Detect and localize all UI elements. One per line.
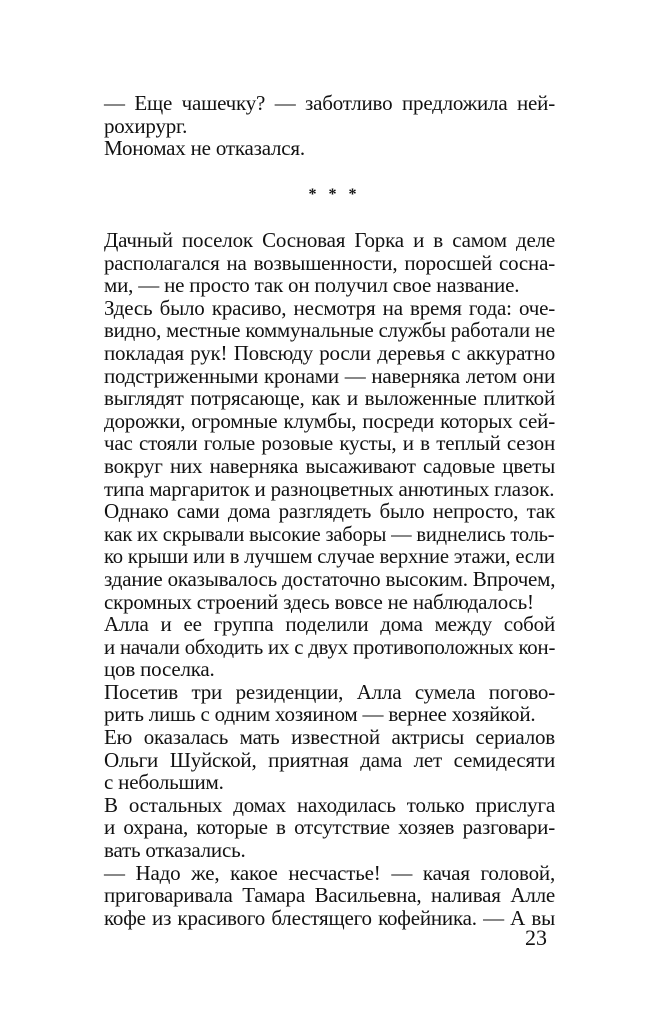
text-line: скромных строений здесь вовсе не наблюдалось! [104,589,534,614]
text-line: — Еще чашечку? — заботливо предложила ней- [104,91,555,115]
text-line: покладая рук! Повсюду росли деревья с аккуратно [104,340,555,365]
text-line: Однако сами дома разглядеть было непросто, так [104,499,555,524]
text-line: Ольги Шуйской, приятная дама лет семидесяти [104,747,555,772]
text-line: ми, — не просто так он получил свое название. [104,273,520,298]
text-line: и охрана, которые в отсутствие хозяев разговари- [104,815,555,840]
text-line: видно, местные коммунальные службы работали не [104,318,555,343]
text-line: Дачный поселок Сосновая Горка и в самом деле [104,228,555,252]
text-line: ко крыши или в лучшем случае верхние этажи, если [104,544,555,569]
text-line: располагался на возвышенности, поросшей сосна- [104,250,555,275]
text-line: В остальных домах находилась только прислуга [104,792,555,817]
text-block-main [104,229,555,929]
text-line: кофе из красивого блестящего кофейника. — А вы [104,905,555,930]
text-line: вокруг них наверняка высаживают садовые цветы [104,453,555,478]
page-number: 23 [525,925,547,950]
text-line: рохирург. [104,113,188,138]
text-line: вать отказались. [104,838,246,863]
text-line: Мономах не отказался. [104,136,305,161]
text-line: выглядят потрясающе, как и выложенные плиткой [104,386,555,411]
text-line: цов поселка. [104,657,215,682]
text-line: как их скрывали высокие заборы — виднелись толь- [104,521,555,546]
text-line: здание оказывалось достаточно высоким. Впрочем, [104,566,556,591]
text-block-top [104,92,555,160]
text-line: и начали обходить их с двух противоположных кон- [104,634,556,659]
text-line: — Надо же, какое несчастье! — качая головой, [104,860,555,885]
text-line: рить лишь с одним хозяином — вернее хозяйкой. [104,702,536,727]
text-line: подстриженными кронами — наверняка летом они [104,363,555,388]
section-separator: * * * [308,186,361,203]
text-line: час стояли голые розовые кусты, и в теплый сезон [104,431,555,456]
text-line: дорожки, огромные клумбы, посреди которых сей- [104,408,555,433]
text-line: приговаривала Тамара Васильевна, наливая Алле [104,883,555,908]
text-line: Посетив три резиденции, Алла сумела погово- [104,679,555,704]
text-line: типа маргариток и разноцветных анютиных глазок. [104,476,555,501]
text-line: с небольшим. [104,770,224,795]
text-line: Ею оказалась мать известной актрисы сериалов [104,725,555,750]
text-line: Алла и ее группа поделили дома между собой [104,612,555,637]
text-line: Здесь было красиво, несмотря на время года: оче- [104,295,555,320]
